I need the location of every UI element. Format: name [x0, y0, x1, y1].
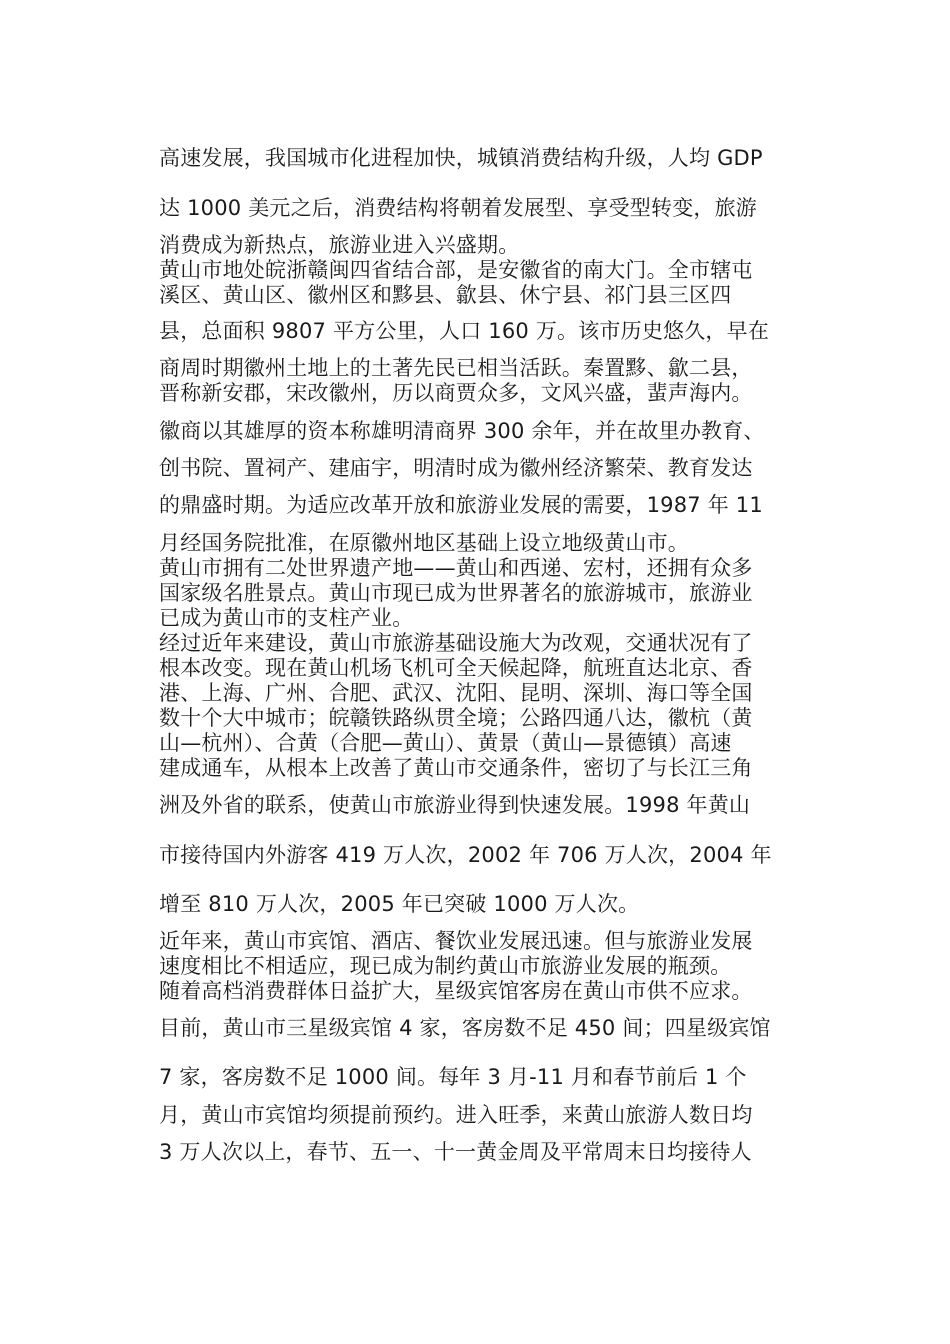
text-line: 速度相比不相适应，现已成为制约黄山市旅游业发展的瓶颈。 [159, 954, 732, 978]
text-line: 创书院、置祠产、建庙宇，明清时成为徽州经济繁荣、教育发达 [159, 456, 753, 480]
text-line: 建成通车，从根本上改善了黄山市交通条件，密切了与长江三角 [159, 756, 753, 780]
text-line: 国家级名胜景点。黄山市现已成为世界著名的旅游城市，旅游业 [159, 581, 753, 605]
text-line: 黄山市拥有二处世界遗产地——黄山和西递、宏村，还拥有众多 [159, 556, 753, 580]
text-line: 消费成为新热点，旅游业进入兴盛期。 [159, 233, 520, 257]
text-line: 县，总面积 9807 平方公里，人口 160 万。该市历史悠久，早在 [159, 319, 770, 343]
text-line: 经过近年来建设，黄山市旅游基础设施大为改观，交通状况有了 [159, 631, 753, 655]
text-line: 7 家，客房数不足 1000 间。每年 3 月-11 月和春节前后 1 个 [159, 1065, 747, 1089]
text-line: 洲及外省的联系，使黄山市旅游业得到快速发展。1998 年黄山 [159, 793, 751, 817]
text-line: 晋称新安郡，宋改徽州，历以商贾众多，文风兴盛，蜚声海内。 [159, 381, 753, 405]
text-line: 近年来，黄山市宾馆、酒店、餐饮业发展迅速。但与旅游业发展 [159, 929, 753, 953]
text-line: 商周时期徽州土地上的土著先民已相当活跃。秦置黟、歙二县， [159, 356, 753, 380]
text-line: 达 1000 美元之后，消费结构将朝着发展型、享受型转变，旅游 [159, 196, 757, 220]
text-line: 山—杭州）、合黄（合肥—黄山）、黄景（黄山—景德镇）高速 [159, 731, 732, 755]
text-line: 黄山市地处皖浙赣闽四省结合部，是安徽省的南大门。全市辖屯 [159, 258, 753, 282]
text-line: 溪区、黄山区、徽州区和黟县、歙县、休宁县、祁门县三区四 [159, 283, 732, 307]
text-line: 已成为黄山市的支柱产业。 [159, 606, 414, 630]
text-line: 3 万人次以上，春节、五一、十一黄金周及平常周末日均接待人 [159, 1140, 752, 1164]
text-line: 根本改变。现在黄山机场飞机可全天候起降，航班直达北京、香 [159, 656, 753, 680]
text-line: 高速发展，我国城市化进程加快，城镇消费结构升级，人均 GDP [159, 146, 763, 170]
text-line: 增至 810 万人次，2005 年已突破 1000 万人次。 [159, 892, 640, 916]
text-line: 徽商以其雄厚的资本称雄明清商界 300 余年，并在故里办教育、 [159, 419, 765, 443]
text-line: 数十个大中城市；皖赣铁路纵贯全境；公路四通八达，徽杭（黄 [159, 706, 753, 730]
text-line: 港、上海、广州、合肥、武汉、沈阳、昆明、深圳、海口等全国 [159, 681, 753, 705]
text-line: 随着高档消费群体日益扩大，星级宾馆客房在黄山市供不应求。 [159, 979, 753, 1003]
text-line: 的鼎盛时期。为适应改革开放和旅游业发展的需要，1987 年 11 [159, 493, 763, 517]
text-line: 市接待国内外游客 419 万人次，2002 年 706 万人次，2004 年 [159, 843, 772, 867]
text-line: 目前，黄山市三星级宾馆 4 家，客房数不足 450 间；四星级宾馆 [159, 1016, 771, 1040]
text-line: 月经国务院批准，在原徽州地区基础上设立地级黄山市。 [159, 531, 689, 555]
text-line: 月，黄山市宾馆均须提前预约。进入旺季，来黄山旅游人数日均 [159, 1103, 753, 1127]
